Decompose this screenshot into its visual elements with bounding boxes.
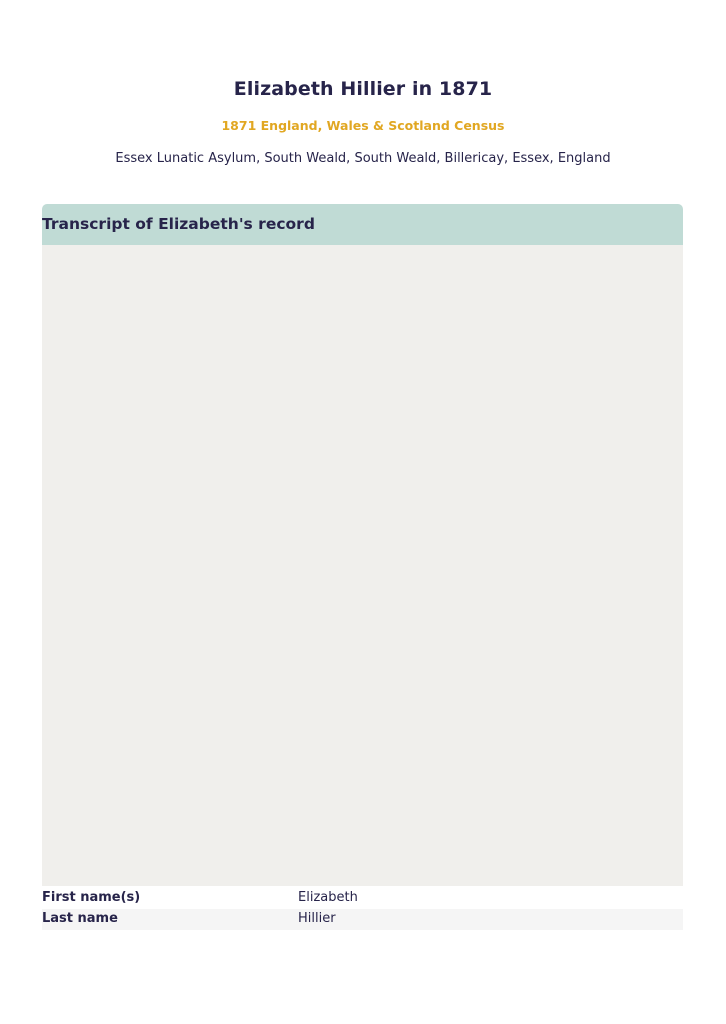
table-row <box>42 909 683 930</box>
field-value-last-name: Hillier <box>298 911 336 926</box>
record-location: Essex Lunatic Asylum, South Weald, South Weald, Billericay, Essex, England <box>115 151 611 166</box>
page-title: Elizabeth Hillier in 1871 <box>233 78 493 100</box>
transcript-heading: Transcript of Elizabeth's record <box>42 215 315 233</box>
table-row <box>42 888 683 909</box>
field-label-last-name: Last name <box>42 911 118 926</box>
transcript-header <box>42 204 683 245</box>
record-image-placeholder <box>42 245 683 886</box>
field-label-first-name: First name(s) <box>42 890 141 905</box>
field-value-first-name: Elizabeth <box>298 890 358 905</box>
census-name: 1871 England, Wales & Scotland Census <box>221 118 505 133</box>
